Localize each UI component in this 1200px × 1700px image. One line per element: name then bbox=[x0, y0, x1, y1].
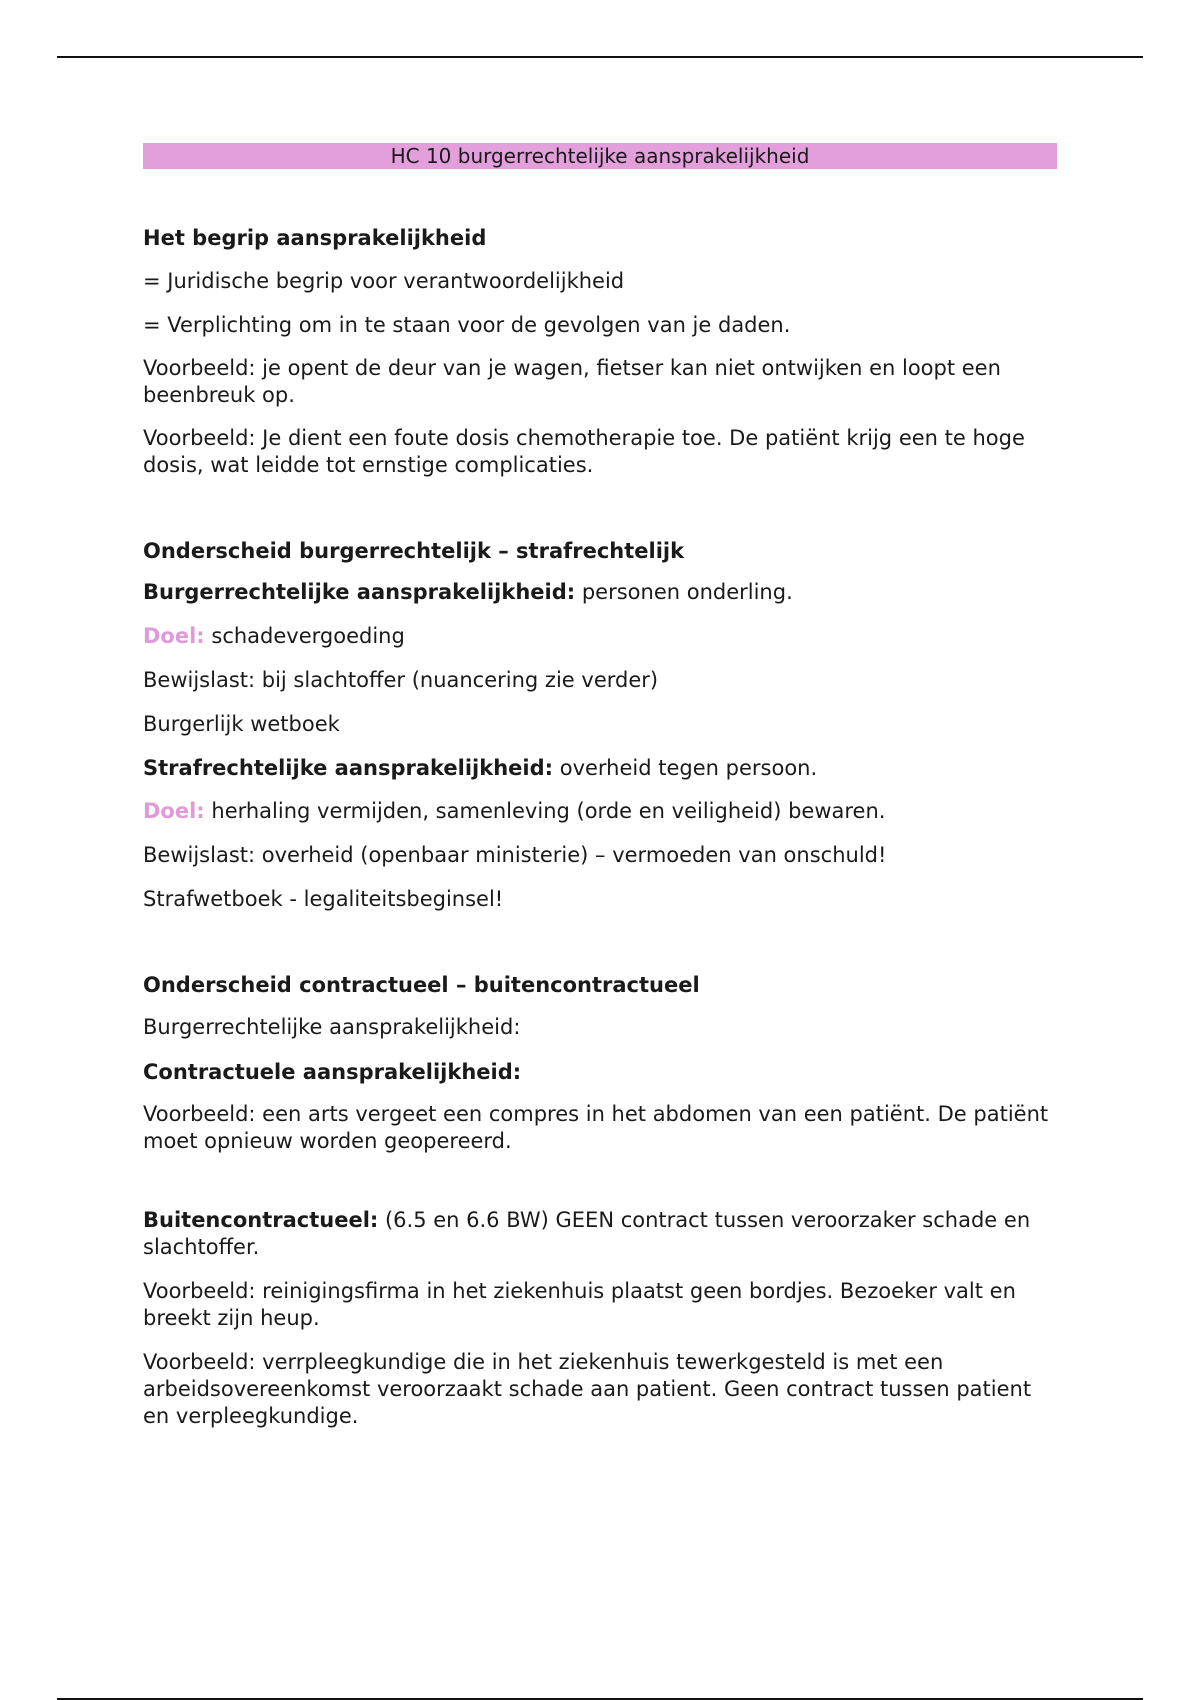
criminal-doel-line bbox=[143, 798, 1057, 825]
section-heading: Onderscheid contractueel – buitencontractueel bbox=[143, 973, 700, 997]
extra-contractual-label: Buitencontractueel: bbox=[143, 1208, 379, 1232]
intro-line: Burgerrechtelijke aansprakelijkheid: bbox=[143, 1015, 521, 1039]
section-contractueel bbox=[143, 972, 1057, 1430]
contractual-heading: Contractuele aansprakelijkheid: bbox=[143, 1060, 522, 1084]
extra-contractual-paragraph bbox=[143, 1207, 1057, 1261]
criminal-bewijslast-line: Bewijslast: overheid (openbaar ministerie) – vermoeden van onschuld! bbox=[143, 843, 887, 867]
example-paragraph: Voorbeeld: een arts vergeet een compres in het abdomen van een patiënt. De patiënt moet opnieuw worden geopereerd. bbox=[143, 1102, 1049, 1153]
civil-liability-label: Burgerrechtelijke aansprakelijkheid: bbox=[143, 580, 576, 604]
example-paragraph: Voorbeeld: je opent de deur van je wagen, fietser kan niet ontwijken en loopt een beenbreuk op. bbox=[143, 356, 1001, 407]
criminal-wetboek-line: Strafwetboek - legaliteitsbeginsel! bbox=[143, 887, 504, 911]
doel-text: herhaling vermijden, samenleving (orde en veiligheid) bewaren. bbox=[204, 799, 886, 823]
example-paragraph: Voorbeeld: verrpleegkundige die in het ziekenhuis tewerkgesteld is met een arbeidsovereenkomst veroorzaakt schade aan patient. Geen contract tussen patient en verpleegkundige. bbox=[143, 1350, 1032, 1428]
civil-bewijslast-line: Bewijslast: bij slachtoffer (nuancering zie verder) bbox=[143, 668, 659, 692]
top-rule bbox=[57, 56, 1143, 58]
criminal-liability-text: overheid tegen persoon. bbox=[553, 756, 818, 780]
section-burger-straf bbox=[143, 538, 1057, 913]
example-paragraph: Voorbeeld: Je dient een foute dosis chemotherapie toe. De patiënt krijg een te hoge dosis, wat leidde tot ernstige complicaties. bbox=[143, 426, 1025, 477]
civil-wetboek-line: Burgerlijk wetboek bbox=[143, 712, 340, 736]
page-title: HC 10 burgerrechtelijke aansprakelijkheid bbox=[143, 143, 1057, 169]
criminal-liability-line bbox=[143, 755, 1057, 782]
doel-label: Doel: bbox=[143, 799, 205, 823]
civil-liability-text: personen onderling. bbox=[575, 580, 793, 604]
definition-line: = Juridische begrip voor verantwoordelijkheid bbox=[143, 269, 625, 293]
example-paragraph: Voorbeeld: reinigingsfirma in het ziekenhuis plaatst geen bordjes. Bezoeker valt en breekt zijn heup. bbox=[143, 1279, 1016, 1330]
section-heading: Onderscheid burgerrechtelijk – strafrechtelijk bbox=[143, 539, 685, 563]
civil-liability-line bbox=[143, 579, 1057, 606]
doel-label: Doel: bbox=[143, 624, 205, 648]
section-begrip bbox=[143, 225, 1057, 479]
criminal-liability-label: Strafrechtelijke aansprakelijkheid: bbox=[143, 756, 554, 780]
definition-line: = Verplichting om in te staan voor de gevolgen van je daden. bbox=[143, 313, 791, 337]
civil-doel-line bbox=[143, 623, 1057, 650]
document-page bbox=[143, 143, 1057, 1430]
extra-contractual-text: (6.5 en 6.6 BW) GEEN contract tussen veroorzaker schade en slachtoffer. bbox=[143, 1208, 1031, 1259]
section-heading: Het begrip aansprakelijkheid bbox=[143, 226, 487, 250]
doel-text: schadevergoeding bbox=[204, 624, 405, 648]
